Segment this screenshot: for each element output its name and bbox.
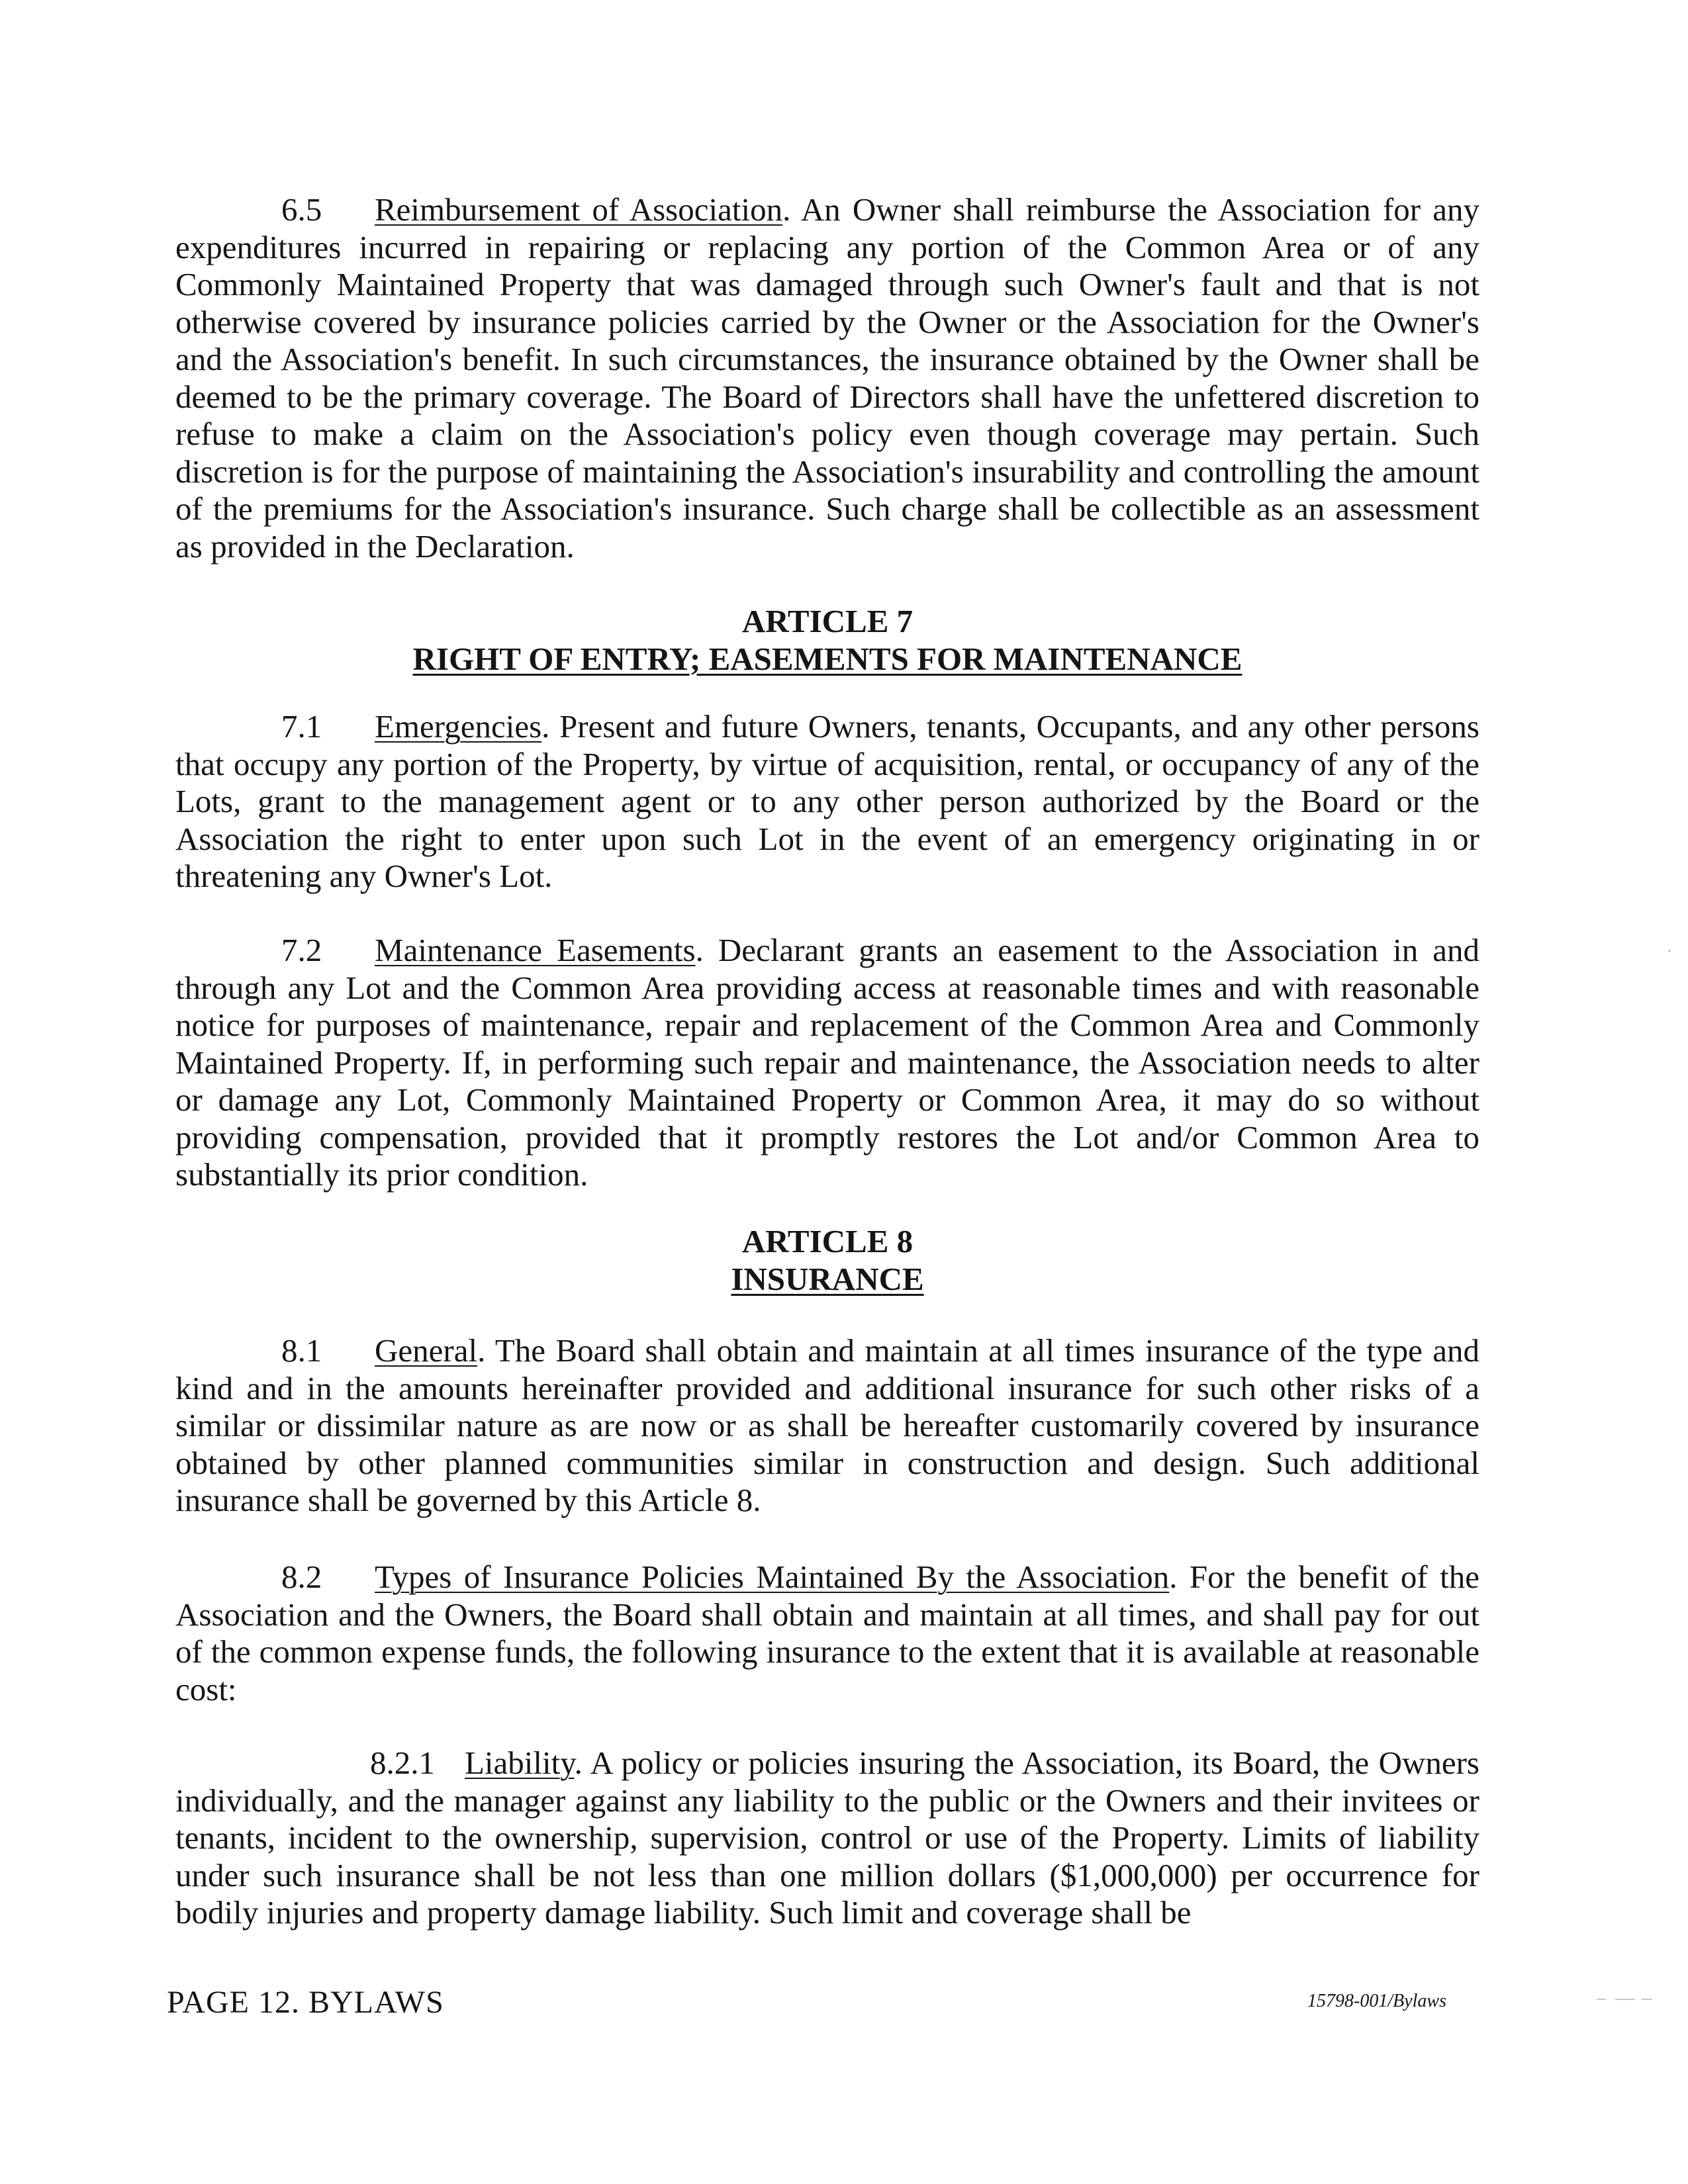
section-6-5 [175,191,1479,565]
scan-speck [1615,1999,1635,2000]
section-8-2-1 [175,1745,1479,1932]
section-caption: Maintenance Easements [375,932,696,968]
section-8-1 [175,1332,1479,1520]
scan-speck [1668,950,1671,952]
section-text: . Declarant grants an easement to the Association in and through any Lot and the Common Area providing access at reasonable times and with reasonable notice for purposes of maintenance, repair and replacement of the Common Area and Commonly Maintained Property. If, in performing such repair and maintenance, the Association needs to alter or damage any Lot, Commonly Maintained Property or Common Area, it may do so without providing compensation, provided that it promptly restores the Lot and/or Common Area to substantially its prior condition. [175,932,1479,1193]
section-text: . A policy or policies insuring the Association, its Board, the Owners individually, and the manager against any liability to the public or the Owners and their invitees or tenants, incident to the ownership, supervision, control or use of the Property. Limits of liability under such insurance shall be not less than one million dollars ($1,000,000) per occurrence for bodily injuries and property damage liability. Such limit and coverage shall be [175,1745,1479,1931]
section-number: 6.5 [281,191,322,228]
article-label: ARTICLE 7 [741,603,914,639]
section-number: 7.1 [281,708,322,745]
section-caption: Liability [465,1745,575,1781]
scan-speck [1597,1999,1606,2000]
footer-page-label: PAGE 12. BYLAWS [167,1985,444,2020]
section-text: . An Owner shall reimburse the Association for any expenditures incurred in repairing or replacing any portion of the Common Area or of any Commonly Maintained Property that was damaged through such Owner's fault and that is not otherwise covered by insurance policies carried by the Owner or the Association for the Owner's and the Association's benefit. In such circumstances, the insurance obtained by the Owner shall be deemed to be the primary coverage. The Board of Directors shall have the unfettered discretion to refuse to make a claim on the Association's policy even though coverage may pertain. Such discretion is for the purpose of maintaining the Association's insurability and controlling the amount of the premiums for the Association's insurance. Such charge shall be collectible as an assessment as provided in the Declaration. [175,191,1480,565]
section-number: 8.2.1 [370,1745,435,1781]
section-number: 8.2 [281,1559,322,1595]
section-caption: Types of Insurance Policies Maintained By the Association [375,1559,1170,1595]
section-7-2 [175,932,1479,1194]
article-title: RIGHT OF ENTRY; EASEMENTS FOR MAINTENANCE [412,640,1243,677]
section-number: 8.1 [281,1332,322,1369]
article-label: ARTICLE 8 [741,1223,914,1259]
section-caption: General [375,1332,478,1369]
scan-speck [1642,1999,1652,2000]
footer-doc-ref: 15798-001/Bylaws [1307,1991,1446,2011]
section-text: . Present and future Owners, tenants, Occupants, and any other persons that occupy any portion of the Property, by virtue of acquisition, rental, or occupancy of any of the Lots, grant to the management agent or to any other person authorized by the Board or the Association the right to enter upon such Lot in the event of an emergency originating in or threatening any Owner's Lot. [175,708,1479,894]
section-number: 7.2 [281,932,322,968]
section-text: . The Board shall obtain and maintain at all times insurance of the type and kind and in the amounts hereinafter provided and additional insurance for such other risks of a similar or dissimilar nature as are now or as shall be hereafter customarily covered by insurance obtained by other planned communities similar in construction and design. Such additional insurance shall be governed by this Article 8. [175,1332,1479,1518]
section-text: . For the benefit of the Association and the Owners, the Board shall obtain and maintain at all times, and shall pay for out of the common expense funds, the following insurance to the extent that it is available at reasonable cost: [175,1559,1479,1707]
section-caption: Emergencies [375,708,542,745]
article-title: INSURANCE [731,1260,924,1297]
section-caption: Reimbursement of Association [375,191,783,228]
article-7-heading [175,603,1479,678]
section-7-1 [175,708,1479,895]
section-8-2 [175,1559,1479,1708]
article-8-heading [175,1223,1479,1298]
